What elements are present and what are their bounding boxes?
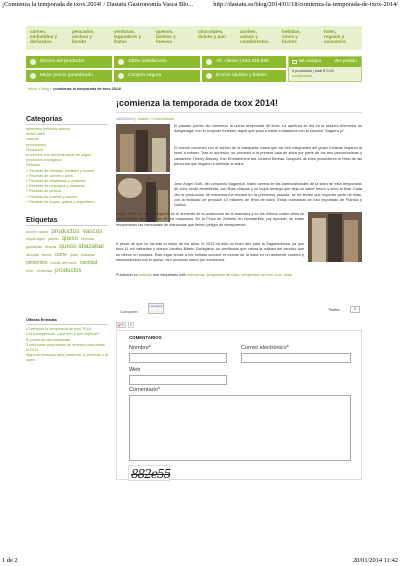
print-footer — [0, 556, 400, 566]
tags-title: Etiquetas — [26, 217, 108, 226]
nav-pescados[interactable]: pescados, anchoa y bonito — [72, 29, 95, 44]
facebook-share-button[interactable]: Compartir — [148, 303, 164, 314]
cart-title: Mi compra — [299, 59, 322, 64]
post-comments-link[interactable]: 0 comentarios — [151, 117, 175, 121]
category-link[interactable]: » Recetas de postres y dulces — [26, 194, 77, 199]
tag-link[interactable]: alubias — [26, 252, 39, 258]
tag-link[interactable]: vino — [26, 268, 34, 274]
category-link[interactable]: alimentos selectos vascos — [26, 127, 71, 131]
nav-bebidas[interactable]: bebidas, vinos y licores — [282, 29, 301, 44]
post-author[interactable]: Joseán — [136, 117, 149, 121]
tag-link[interactable]: queso — [61, 236, 78, 243]
categories-list — [26, 127, 108, 205]
tag-link[interactable]: jamón — [48, 237, 59, 242]
web-input[interactable] — [129, 375, 227, 385]
view-order-link[interactable]: Ver pedido — [334, 59, 357, 64]
post-category-link[interactable]: noticias — [139, 273, 152, 277]
nav-carnes[interactable]: carnes, embutidos y derivados — [30, 29, 58, 44]
feature-phone: Alt. cliente | 943 226 830 — [202, 56, 286, 68]
post-date: 18/01/2014 — [116, 117, 134, 121]
tag-link[interactable]: productos — [51, 228, 80, 236]
check-icon — [118, 59, 124, 65]
tag-link[interactable]: aceite vasco — [26, 229, 49, 235]
tag-link[interactable]: berza — [41, 253, 52, 258]
tag-link[interactable]: bacalao — [81, 252, 96, 258]
latest-post-link[interactable]: Algunos consejos para preservar el pescado y la carne — [26, 353, 108, 363]
category-link[interactable]: Recetas — [26, 163, 40, 168]
google-plus-button[interactable]: g+1 — [116, 322, 126, 328]
post-footer: Publicado en noticias and etiquetado with manzanas, temporada de sidra, temporada de txox, txox, sidra — [116, 273, 293, 277]
tag-link[interactable]: navidad — [79, 260, 98, 267]
feature-secure: Compra segura — [114, 70, 200, 82]
nav-aceites[interactable]: aceites, salsas y condimentos — [240, 29, 269, 44]
feature-satisfaction: 100% satisfacción — [114, 56, 200, 68]
email-input[interactable] — [241, 353, 351, 363]
category-link[interactable]: » Recetas de pescados y mariscos — [26, 184, 85, 189]
category-link[interactable]: » Recetas de carnes y aves — [26, 173, 73, 178]
name-input[interactable] — [129, 353, 227, 363]
comment-textarea[interactable] — [129, 395, 351, 461]
tag-link[interactable]: pollo — [70, 253, 79, 258]
latest-post-link[interactable]: ¡Comienza la temporada de txox 2014! — [26, 327, 92, 332]
comment-label: Comentario* — [129, 387, 161, 393]
categories-title: Categorías — [26, 116, 108, 125]
cart-conditions-link[interactable]: condiciones — [292, 74, 313, 78]
truck-icon — [206, 73, 212, 79]
tag-link[interactable]: guindillas — [26, 245, 42, 250]
post-tags-links[interactable]: manzanas, temporada de sidra, temporada de txox, txox, sidra — [186, 273, 293, 277]
sidebar — [26, 116, 108, 275]
share-row — [116, 298, 362, 316]
latest-posts — [26, 318, 108, 364]
nav-lotes[interactable]: lotes, regalos y souvenirs — [324, 29, 346, 44]
cart-summary: 0 productos | total € 0,00 — [292, 69, 334, 73]
post-photo-musicians — [308, 212, 362, 262]
tag-link[interactable]: vascos — [82, 228, 103, 236]
post-paragraph: Jose Ángel Goñi, del consorcio Sagardun, habló acerca de las particularidades de la sidra de esta temporada: de color verde-amarillenta, con finas chispas y un toque amargo que deja un sabor fresco y seco al final. Cada vez la producción de manzana fue escasa en la primavera pasada, se ha tenido que importar parte de ellas, con la finalidad de producir 10 millones de litros de sidra. Estas manzanas se han importado de Francia y Galicia. — [174, 182, 362, 208]
breadcrumb-blog[interactable]: Blog — [41, 87, 49, 91]
post-paragraph: El pasado jueves dio comienzo la nueva temporada de txotx. La apertura se dio en la sidrería Alorrenea de Astigarraga, con el conjunto Kelakan, aquél que puso a bailar a Madonna con la canción "Sagarra jo". — [174, 124, 362, 134]
twitter-button[interactable]: Twitter — [328, 307, 340, 312]
nav-chocolates[interactable]: chocolates, dulces y pan — [198, 29, 226, 39]
phone-icon — [206, 59, 212, 65]
latest-title: Últimas Entradas — [26, 318, 108, 325]
share-label: Compartir: — [120, 309, 139, 314]
post-meta: 18/01/2014 | Joseán | 0 comentarios — [116, 117, 175, 121]
latest-post-link[interactable]: 3 deliciosas propuestas de invierno para iniciar el 2014 — [26, 342, 105, 353]
tag-cloud — [26, 228, 108, 275]
nav-verduras[interactable]: verduras, legumbres y frutas — [114, 29, 142, 44]
print-page-url: http://dastatu.es/blog/2014/01/18/comienza-la-temporada-de-txox-2014/ — [213, 1, 398, 8]
category-link[interactable]: productores — [26, 142, 47, 147]
breadcrumb: Inicio » Blog » ¡comienza la temporada de txox 2014! — [28, 87, 122, 91]
tag-link[interactable]: espárragos — [26, 237, 45, 242]
post-paragraph: El evento comenzó con el sonido de la txalaparta, hasta que los tres integrantes del grupo Kelakan llegaron al tonel a extraer. Tras el aurresku, se procedió a la primera cata de sidra por parte de los tres percusionistas y cantantes: Thierry Biscary, Xan Errotabehere eta Jonbeni Bereau. Después de ellos procedieron el resto de las personas que llegaron a disfrutar la sidra. — [174, 146, 362, 166]
print-date: 20/01/2014 11:42 — [352, 557, 398, 564]
tag-link[interactable]: verduras — [36, 268, 53, 274]
category-link[interactable]: » Recetas de sopas, guisos y legumbres — [26, 199, 95, 204]
web-label: Web — [129, 367, 141, 373]
tag-link[interactable]: receta — [44, 244, 57, 250]
twitter-count: 0 — [350, 306, 360, 313]
cart-widget — [288, 56, 362, 82]
category-link[interactable]: » Recetas de pintxos — [26, 189, 62, 194]
category-link[interactable]: » Recetas de ensaladas y verduras — [26, 179, 86, 184]
lock-icon — [118, 73, 124, 79]
feature-direct: Directo del productor — [26, 56, 112, 68]
post-paragraph: A pesar de que no ha sido el mejor de los años, el 2013 ha sido un buen año para la Sagardoetxea, ya que tuvo 11 mil visitantes y obtuvo Urrutiko Bitarin Zuriagaina, un certificado que valora la calidad del servicio que se ofrece en euskara. Este lugar chose a los turistas conocer el mundo de la sidra en un ambiente cordero y relacionándola con el queso, otro producto vasco por excelencia. — [116, 242, 304, 262]
cart-icon — [292, 60, 297, 64]
category-link[interactable]: » Recetas de bebidas, cócteles y licores — [26, 168, 94, 173]
category-link[interactable]: productos con denominación de origen — [26, 153, 92, 158]
tag-icon — [30, 73, 36, 79]
tag-link[interactable]: bonito del norte — [50, 261, 77, 266]
comment-form — [116, 330, 362, 480]
google-plus-count: 0 — [128, 322, 134, 328]
comments-title: COMENTARIOS — [129, 335, 162, 340]
category-link[interactable]: noticias — [26, 137, 39, 142]
category-nav — [26, 26, 362, 50]
feature-shipping: Envíos rápidos y fiables — [202, 70, 286, 82]
category-link[interactable]: Productos — [26, 147, 44, 152]
latest-post-link[interactable]: Los transgénicos, ¿qué son y qué implican? — [26, 332, 101, 337]
breadcrumb-home[interactable]: Inicio — [28, 87, 37, 91]
breadcrumb-current: ¡comienza la temporada de txox 2014! — [52, 87, 122, 91]
email-label: Correo electrónico* — [241, 345, 289, 351]
tag-link[interactable]: productos — [55, 268, 82, 275]
print-page-number: 1 de 2 — [2, 557, 18, 564]
feature-best-price: Mejor precio garantizado — [26, 70, 112, 82]
print-header — [0, 0, 400, 12]
category-link[interactable]: euskó label — [26, 132, 46, 137]
print-page-title: ¡Comienza la temporada de txox 2014! / Dastatu Gastronomía Vasca Blo... — [2, 1, 194, 8]
nav-quesos[interactable]: quesos, lácteos y huevos — [156, 29, 176, 44]
post-photo-crowd — [116, 124, 170, 172]
latest-post-link[interactable]: El poder de las manzanas — [26, 337, 70, 342]
tag-link[interactable]: huevos — [81, 236, 94, 242]
title-divider — [116, 112, 362, 113]
tag-link[interactable]: queso idiazabal — [59, 243, 104, 251]
category-link[interactable]: productos ecológicos — [26, 158, 62, 163]
name-label: Nombre* — [129, 345, 152, 351]
tag-link[interactable]: pimientos — [26, 260, 48, 267]
post-title: ¡comienza la temporada de txox 2014! — [116, 98, 279, 108]
captcha-image: 882e55 — [128, 465, 170, 481]
tag-link[interactable]: carne — [54, 252, 67, 259]
farmer-icon — [30, 59, 36, 65]
post-paragraph: Según Goñi, se está trabajando en el aumento de la producción de la manzana y en los últimos cuatro años se han plantado alrededor de 60 mil manzanos. En la Finca de Zubieta, en Hondarribia, por ejemplo, se están recuperando las variedades de manzanas que tienen peligro de desaparecer. — [116, 212, 304, 227]
